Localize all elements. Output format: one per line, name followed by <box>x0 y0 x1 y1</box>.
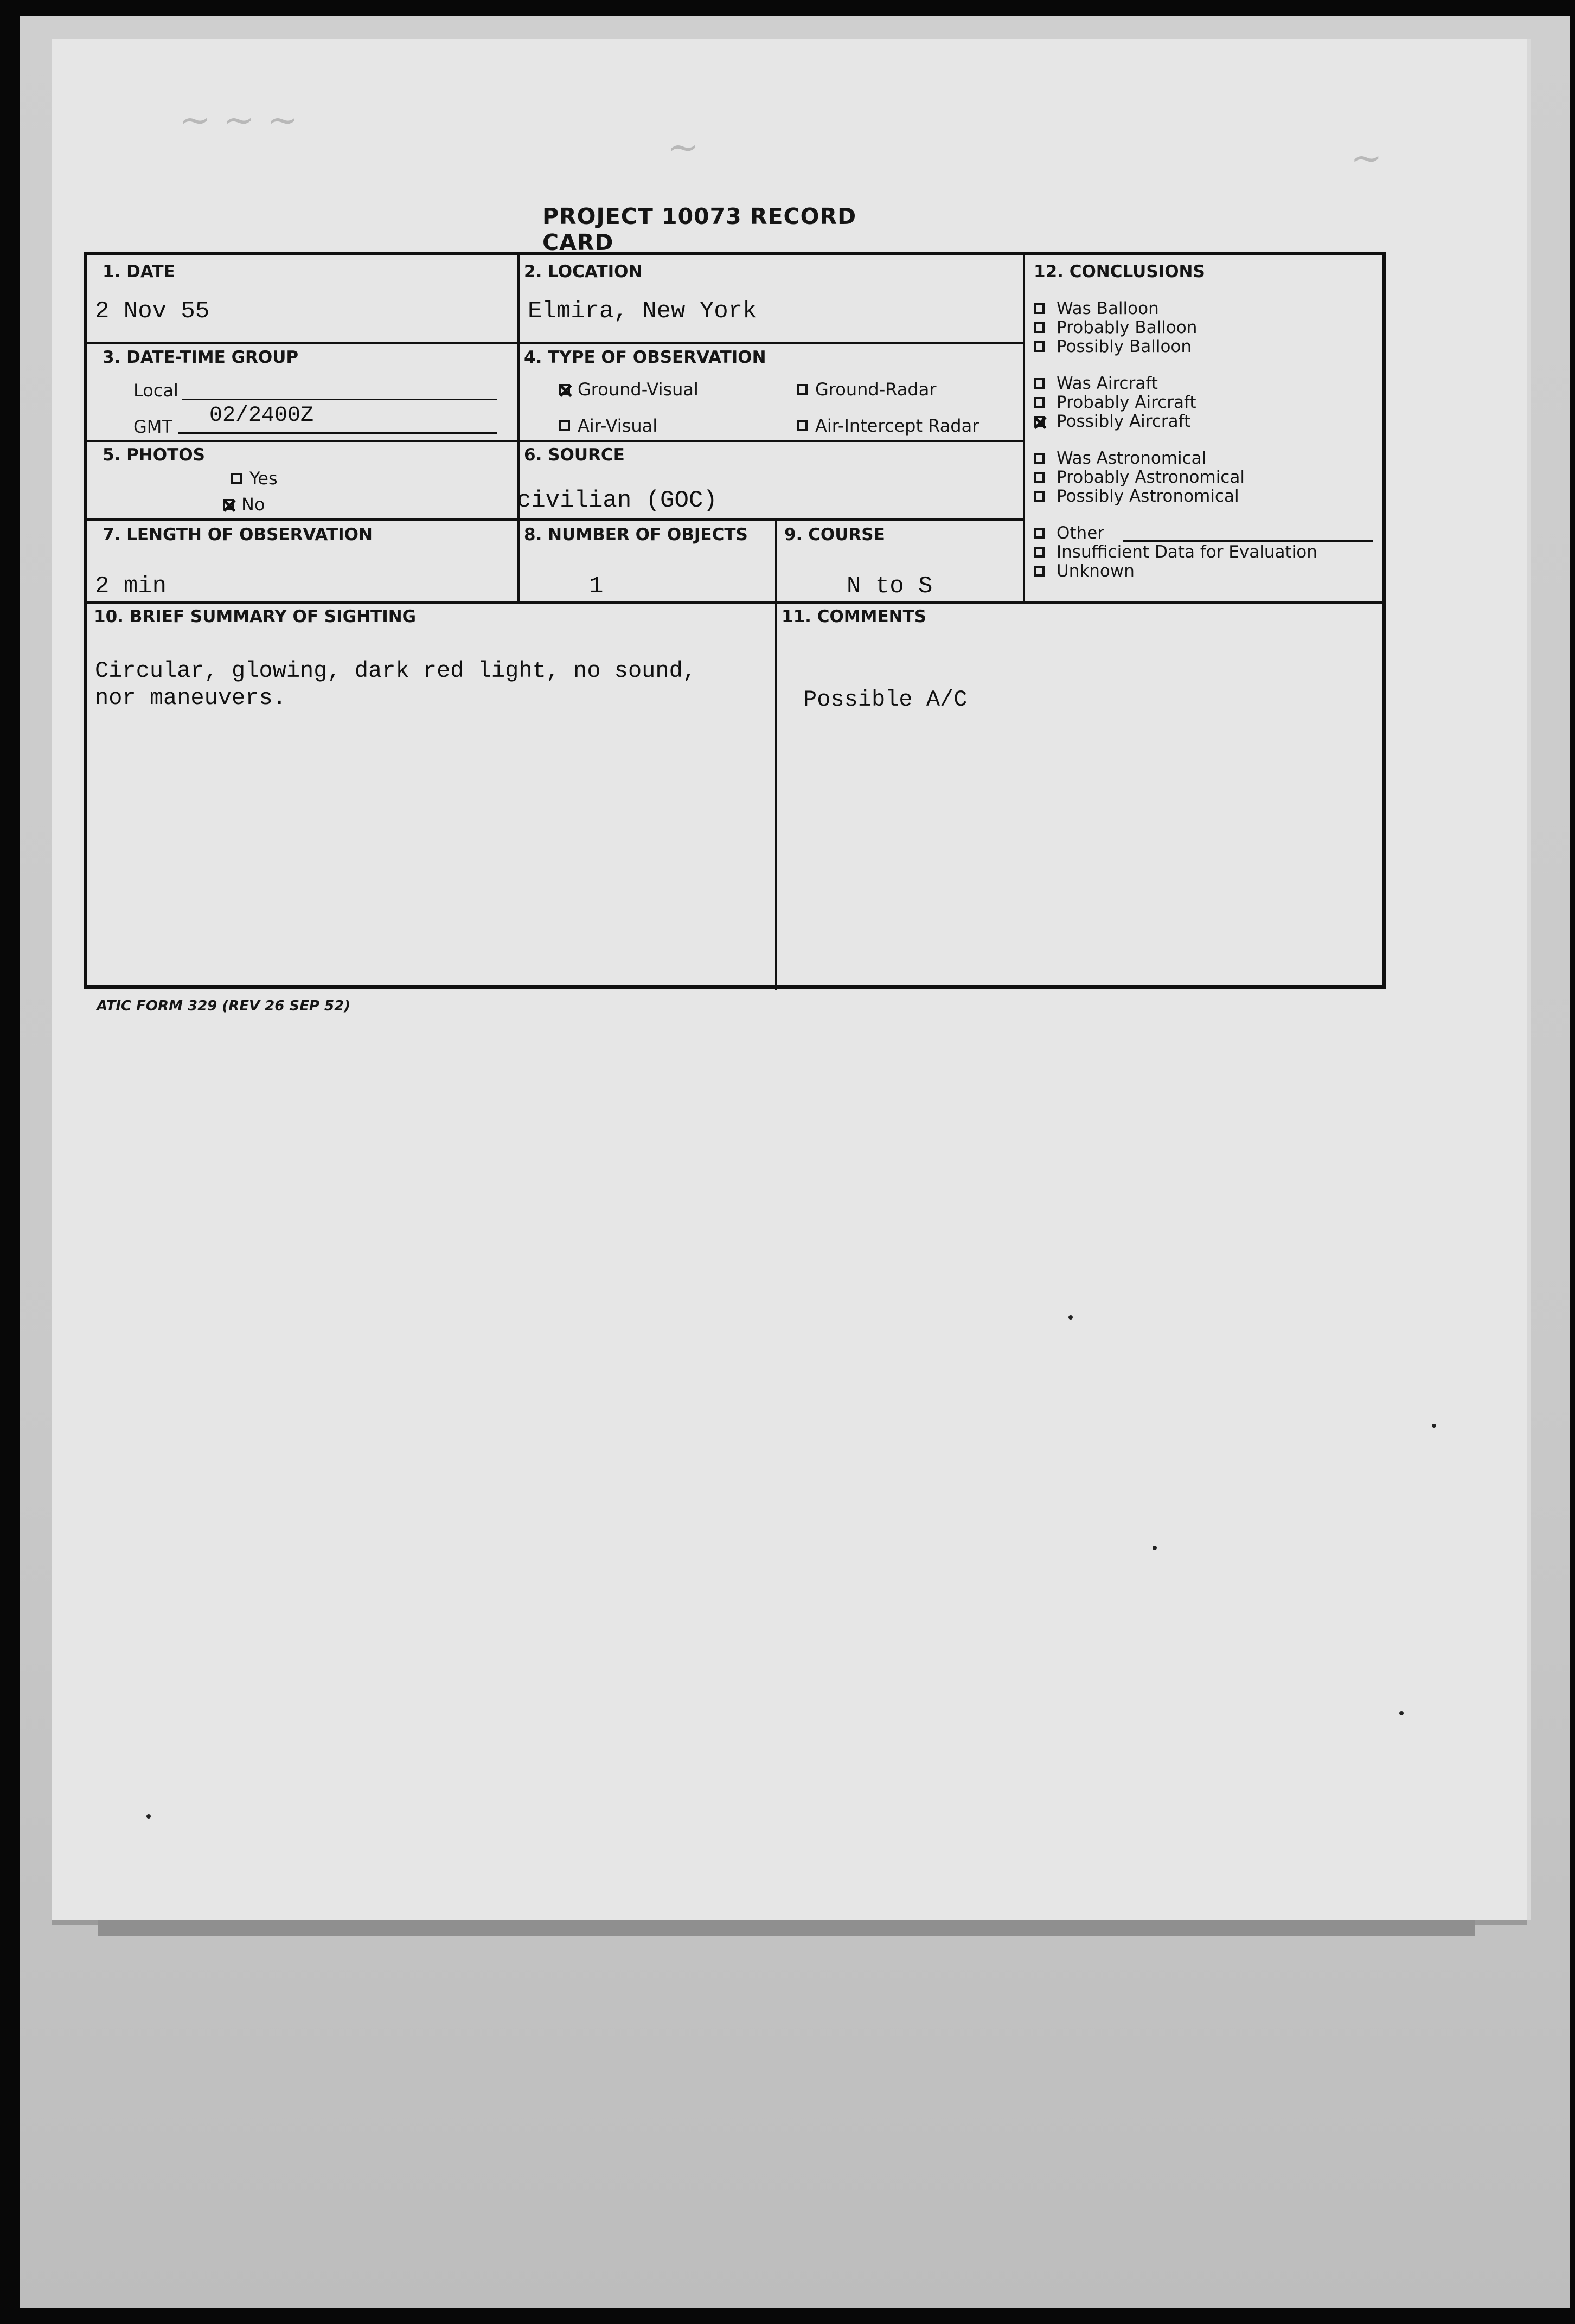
rule <box>87 440 1023 442</box>
brief-summary-line-2: nor maneuvers. <box>95 685 286 711</box>
card-title: PROJECT 10073 RECORD CARD <box>542 203 857 255</box>
scan-speck <box>1068 1315 1073 1320</box>
conclusion-checkbox[interactable] <box>1034 547 1045 558</box>
rule <box>517 255 520 601</box>
record-card-form <box>84 252 1386 989</box>
conclusion-checkbox[interactable] <box>1034 303 1045 314</box>
conclusion-checkbox[interactable] <box>1034 322 1045 333</box>
air-intercept-radar-checkbox[interactable] <box>797 420 808 431</box>
conclusion-possibly-aircraft[interactable]: Possibly Aircraft <box>1034 412 1190 431</box>
bleed-through-mark: ~ <box>667 125 699 169</box>
scan-speck <box>146 1814 151 1819</box>
comments-label: 11. COMMENTS <box>782 607 927 626</box>
conclusion-unknown[interactable]: Unknown <box>1034 561 1135 581</box>
date-label: 1. DATE <box>103 262 175 281</box>
air-visual-option[interactable]: Air-Visual <box>559 415 657 436</box>
photos-label: 5. PHOTOS <box>103 445 205 465</box>
air-intercept-radar-option[interactable]: Air-Intercept Radar <box>797 415 979 436</box>
length-of-observation-label: 7. LENGTH OF OBSERVATION <box>103 525 373 545</box>
gmt-label: GMT <box>133 417 172 437</box>
conclusion-probably-astronomical[interactable]: Probably Astronomical <box>1034 468 1245 487</box>
ground-visual-checkbox[interactable] <box>559 384 570 395</box>
local-time-underline <box>182 399 497 400</box>
rule <box>1023 255 1025 601</box>
comments-value: Possible A/C <box>803 687 968 713</box>
location-label: 2. LOCATION <box>524 262 643 281</box>
scan-speck <box>1153 1546 1157 1550</box>
ground-visual-option[interactable]: Ground-Visual <box>559 379 699 400</box>
brief-summary-line-1: Circular, glowing, dark red light, no sound, <box>95 658 696 684</box>
scan-speck <box>1399 1711 1404 1715</box>
conclusion-possibly-balloon[interactable]: Possibly Balloon <box>1034 337 1192 356</box>
conclusions-label: 12. CONCLUSIONS <box>1034 262 1205 281</box>
form-number-footer: ATIC FORM 329 (REV 26 SEP 52) <box>97 998 351 1014</box>
conclusion-was-aircraft[interactable]: Was Aircraft <box>1034 374 1158 393</box>
paper-edge-shadow <box>98 1920 1475 1936</box>
conclusion-checkbox[interactable] <box>1034 472 1045 483</box>
rule <box>775 518 777 990</box>
other-underline <box>1123 540 1373 542</box>
date-value: 2 Nov 55 <box>95 298 210 325</box>
ground-radar-option[interactable]: Ground-Radar <box>797 379 936 400</box>
source-label: 6. SOURCE <box>524 445 625 465</box>
air-visual-checkbox[interactable] <box>559 420 570 431</box>
source-value: civilian (GOC) <box>517 487 718 514</box>
gmt-underline <box>178 432 497 434</box>
conclusion-checkbox[interactable] <box>1034 341 1045 352</box>
type-of-observation-label: 4. TYPE OF OBSERVATION <box>524 348 766 367</box>
rule <box>87 601 1384 604</box>
conclusion-checkbox[interactable] <box>1034 528 1045 539</box>
course-label: 9. COURSE <box>784 525 885 545</box>
date-time-group-label: 3. DATE-TIME GROUP <box>103 348 299 367</box>
conclusion-checkbox[interactable] <box>1034 566 1045 577</box>
conclusion-checkbox[interactable] <box>1034 453 1045 464</box>
conclusion-probably-aircraft[interactable]: Probably Aircraft <box>1034 393 1196 412</box>
conclusion-checkbox[interactable] <box>1034 378 1045 389</box>
bleed-through-mark: ~ ~ ~ <box>179 98 299 142</box>
location-value: Elmira, New York <box>528 298 757 325</box>
photos-no-option[interactable]: No <box>223 494 265 515</box>
length-of-observation-value: 2 min <box>95 573 167 600</box>
course-value: N to S <box>847 573 933 600</box>
conclusion-was-balloon[interactable]: Was Balloon <box>1034 299 1159 318</box>
rule <box>87 342 1023 344</box>
photos-yes-checkbox[interactable] <box>231 473 242 484</box>
bleed-through-mark: ~ <box>1350 136 1382 180</box>
conclusion-probably-balloon[interactable]: Probably Balloon <box>1034 318 1197 337</box>
brief-summary-label: 10. BRIEF SUMMARY OF SIGHTING <box>94 607 417 626</box>
gmt-value: 02/2400Z <box>209 404 314 428</box>
conclusion-checkbox[interactable] <box>1034 416 1045 427</box>
ground-radar-checkbox[interactable] <box>797 384 808 395</box>
rule <box>87 518 1023 521</box>
conclusion-other[interactable]: Other <box>1034 523 1104 543</box>
local-time-label: Local <box>133 380 178 401</box>
conclusion-checkbox[interactable] <box>1034 491 1045 502</box>
conclusion-possibly-astronomical[interactable]: Possibly Astronomical <box>1034 486 1239 506</box>
photos-yes-option[interactable]: Yes <box>231 468 278 489</box>
number-of-objects-value: 1 <box>589 573 604 600</box>
conclusion-was-astronomical[interactable]: Was Astronomical <box>1034 449 1206 468</box>
number-of-objects-label: 8. NUMBER OF OBJECTS <box>524 525 748 545</box>
conclusion-insufficient-data[interactable]: Insufficient Data for Evaluation <box>1034 542 1317 562</box>
scan-speck <box>1432 1424 1436 1428</box>
conclusion-checkbox[interactable] <box>1034 397 1045 408</box>
photos-no-checkbox[interactable] <box>223 499 234 510</box>
